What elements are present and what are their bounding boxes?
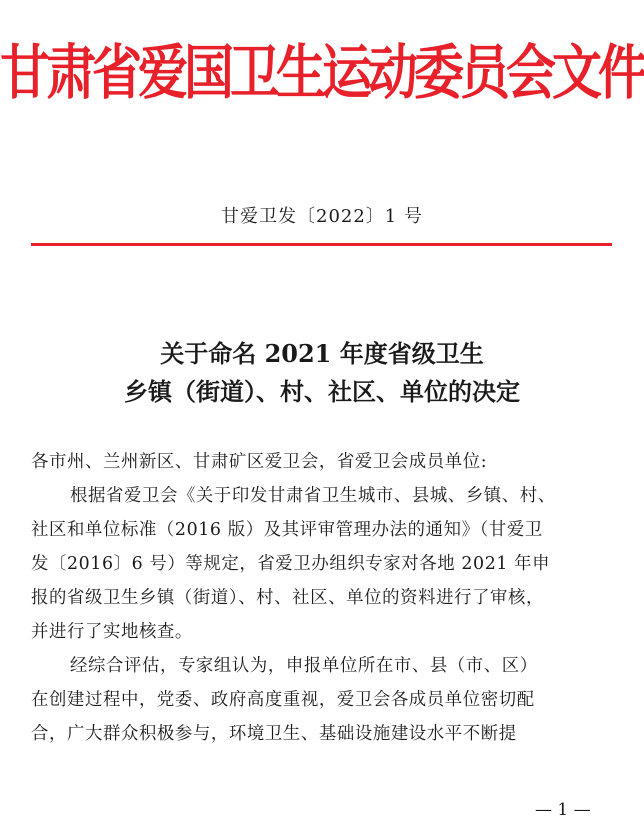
paragraph-1-line-4: 报的省级卫生乡镇（街道）、村、社区、单位的资料进行了审核， [31, 588, 545, 608]
document-body [31, 445, 615, 751]
paragraph-2-line-2: 在创建过程中，党委、政府高度重视，爱卫会各成员单位密切配 [31, 690, 535, 710]
document-title-line-2: 乡镇（街道）、村、社区、单位的决定 [124, 377, 520, 406]
paragraph-2-line-3: 合，广大群众积极参与，环境卫生、基础设施建设水平不断提 [31, 724, 517, 744]
paragraph-1-line-2: 社区和单位标准（2016 版）及其评审管理办法的通知》（甘爱卫 [31, 520, 543, 540]
paragraph-1-line-3: 发〔2016〕6 号）等规定，省爱卫办组织专家对各地 2021 年申 [31, 554, 551, 574]
paragraph-1-line-5: 并进行了实地核查。 [31, 622, 193, 642]
page-number: — 1 — [535, 800, 591, 820]
red-letterhead-title: 甘肃省爱国卫生运动委员会文件 [0, 38, 644, 108]
paragraph-1-line-1: 根据省爱卫会《关于印发甘肃省卫生城市、县城、乡镇、村、 [70, 486, 556, 506]
red-divider-rule [31, 243, 612, 246]
document-number: 甘爱卫发〔2022〕1 号 [221, 206, 423, 227]
paragraph-2-line-1: 经综合评估，专家组认为，申报单位所在市、县（市、区） [70, 656, 538, 676]
document-title-line-1: 关于命名 2021 年度省级卫生 [160, 339, 484, 368]
salutation: 各市州、兰州新区、甘肃矿区爱卫会，省爱卫会成员单位: [31, 452, 488, 472]
